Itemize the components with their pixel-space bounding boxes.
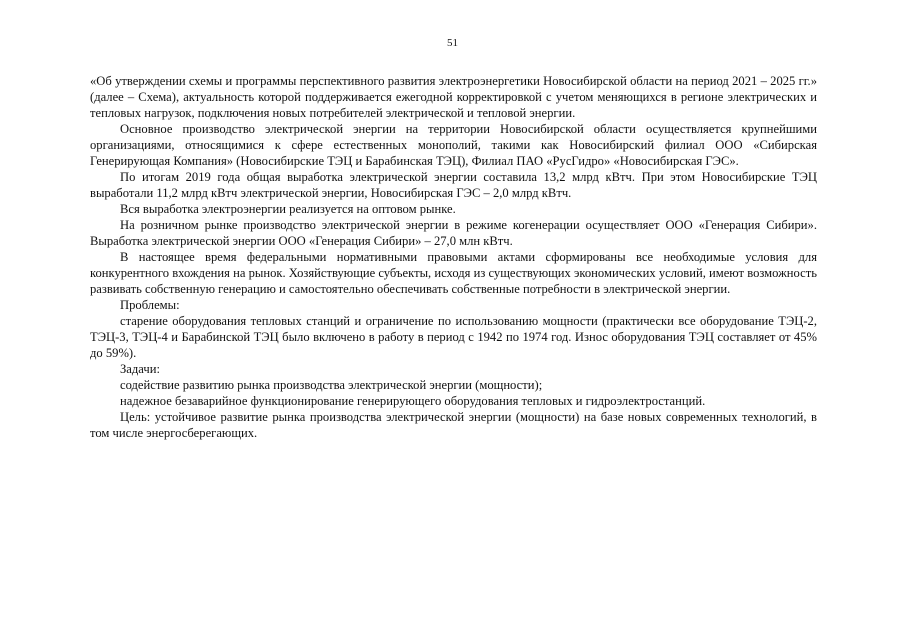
paragraph-scheme-reference: «Об утверждении схемы и программы перспективного развития электроэнергетики Новосибирской области на период 2021 – 2025 гг.» (далее – Схема), актуальность которой поддерживается ежегодной корректировкой с учетом меняющихся в регионе электрических и тепловых нагрузок, подключения новых потребителей электрической и тепловой энергии. (90, 74, 817, 120)
document-body (90, 73, 817, 441)
paragraph-retail-market: На розничном рынке производство электрической энергии в режиме когенерации осуществляет ООО «Генерация Сибири». Выработка электрической энергии ООО «Генерация Сибири» – 27,0 млн кВтч. (90, 218, 817, 248)
paragraph-regulatory-conditions: В настоящее время федеральными нормативными правовыми актами сформированы все необходимые условия для конкурентного вхождения на рынок. Хозяйствующие субъекты, исходя из существующих экономических условий, имеют возможность развивать собственную генерацию и самостоятельно обеспечивать собственные потребности в электрической энергии. (90, 250, 817, 296)
paragraph-goal: Цель: устойчивое развитие рынка производства электрической энергии (мощности) на базе новых современных технологий, в том числе энергосберегающих. (90, 410, 817, 440)
task-market-development: содействие развитию рынка производства электрической энергии (мощности); (120, 378, 543, 392)
paragraph-2019-output: По итогам 2019 года общая выработка электрической энергии составила 13,2 млрд кВтч. При этом Новосибирские ТЭЦ выработали 11,2 млрд кВтч электрической энергии, Новосибирская ГЭС – 2,0 млрд кВтч. (90, 170, 817, 200)
heading-tasks: Задачи: (120, 362, 160, 376)
paragraph-equipment-aging: старение оборудования тепловых станций и ограничение по использованию мощности (практически все оборудование ТЭЦ-2, ТЭЦ-3, ТЭЦ-4 и Барабинской ТЭЦ было включено в работу в период с 1942 по 1974 год. Износ оборудования ТЭЦ составляет от 45% до 59%). (90, 314, 817, 360)
paragraph-wholesale-market: Вся выработка электроэнергии реализуется на оптовом рынке. (120, 202, 456, 216)
task-reliable-operation: надежное безаварийное функционирование генерирующего оборудования тепловых и гидроэлектростанций. (120, 394, 706, 408)
heading-problems: Проблемы: (120, 298, 180, 312)
paragraph-main-producers: Основное производство электрической энергии на территории Новосибирской области осуществляется крупнейшими организациями, относящимися к сфере естественных монополий, такими как Новосибирский филиал ООО «Сибирская Генерирующая Компания» (Новосибирские ТЭЦ и Барабинская ТЭЦ), Филиал ПАО «РусГидро» «Новосибирская ГЭС». (90, 122, 817, 168)
page-number: 51 (447, 37, 458, 49)
